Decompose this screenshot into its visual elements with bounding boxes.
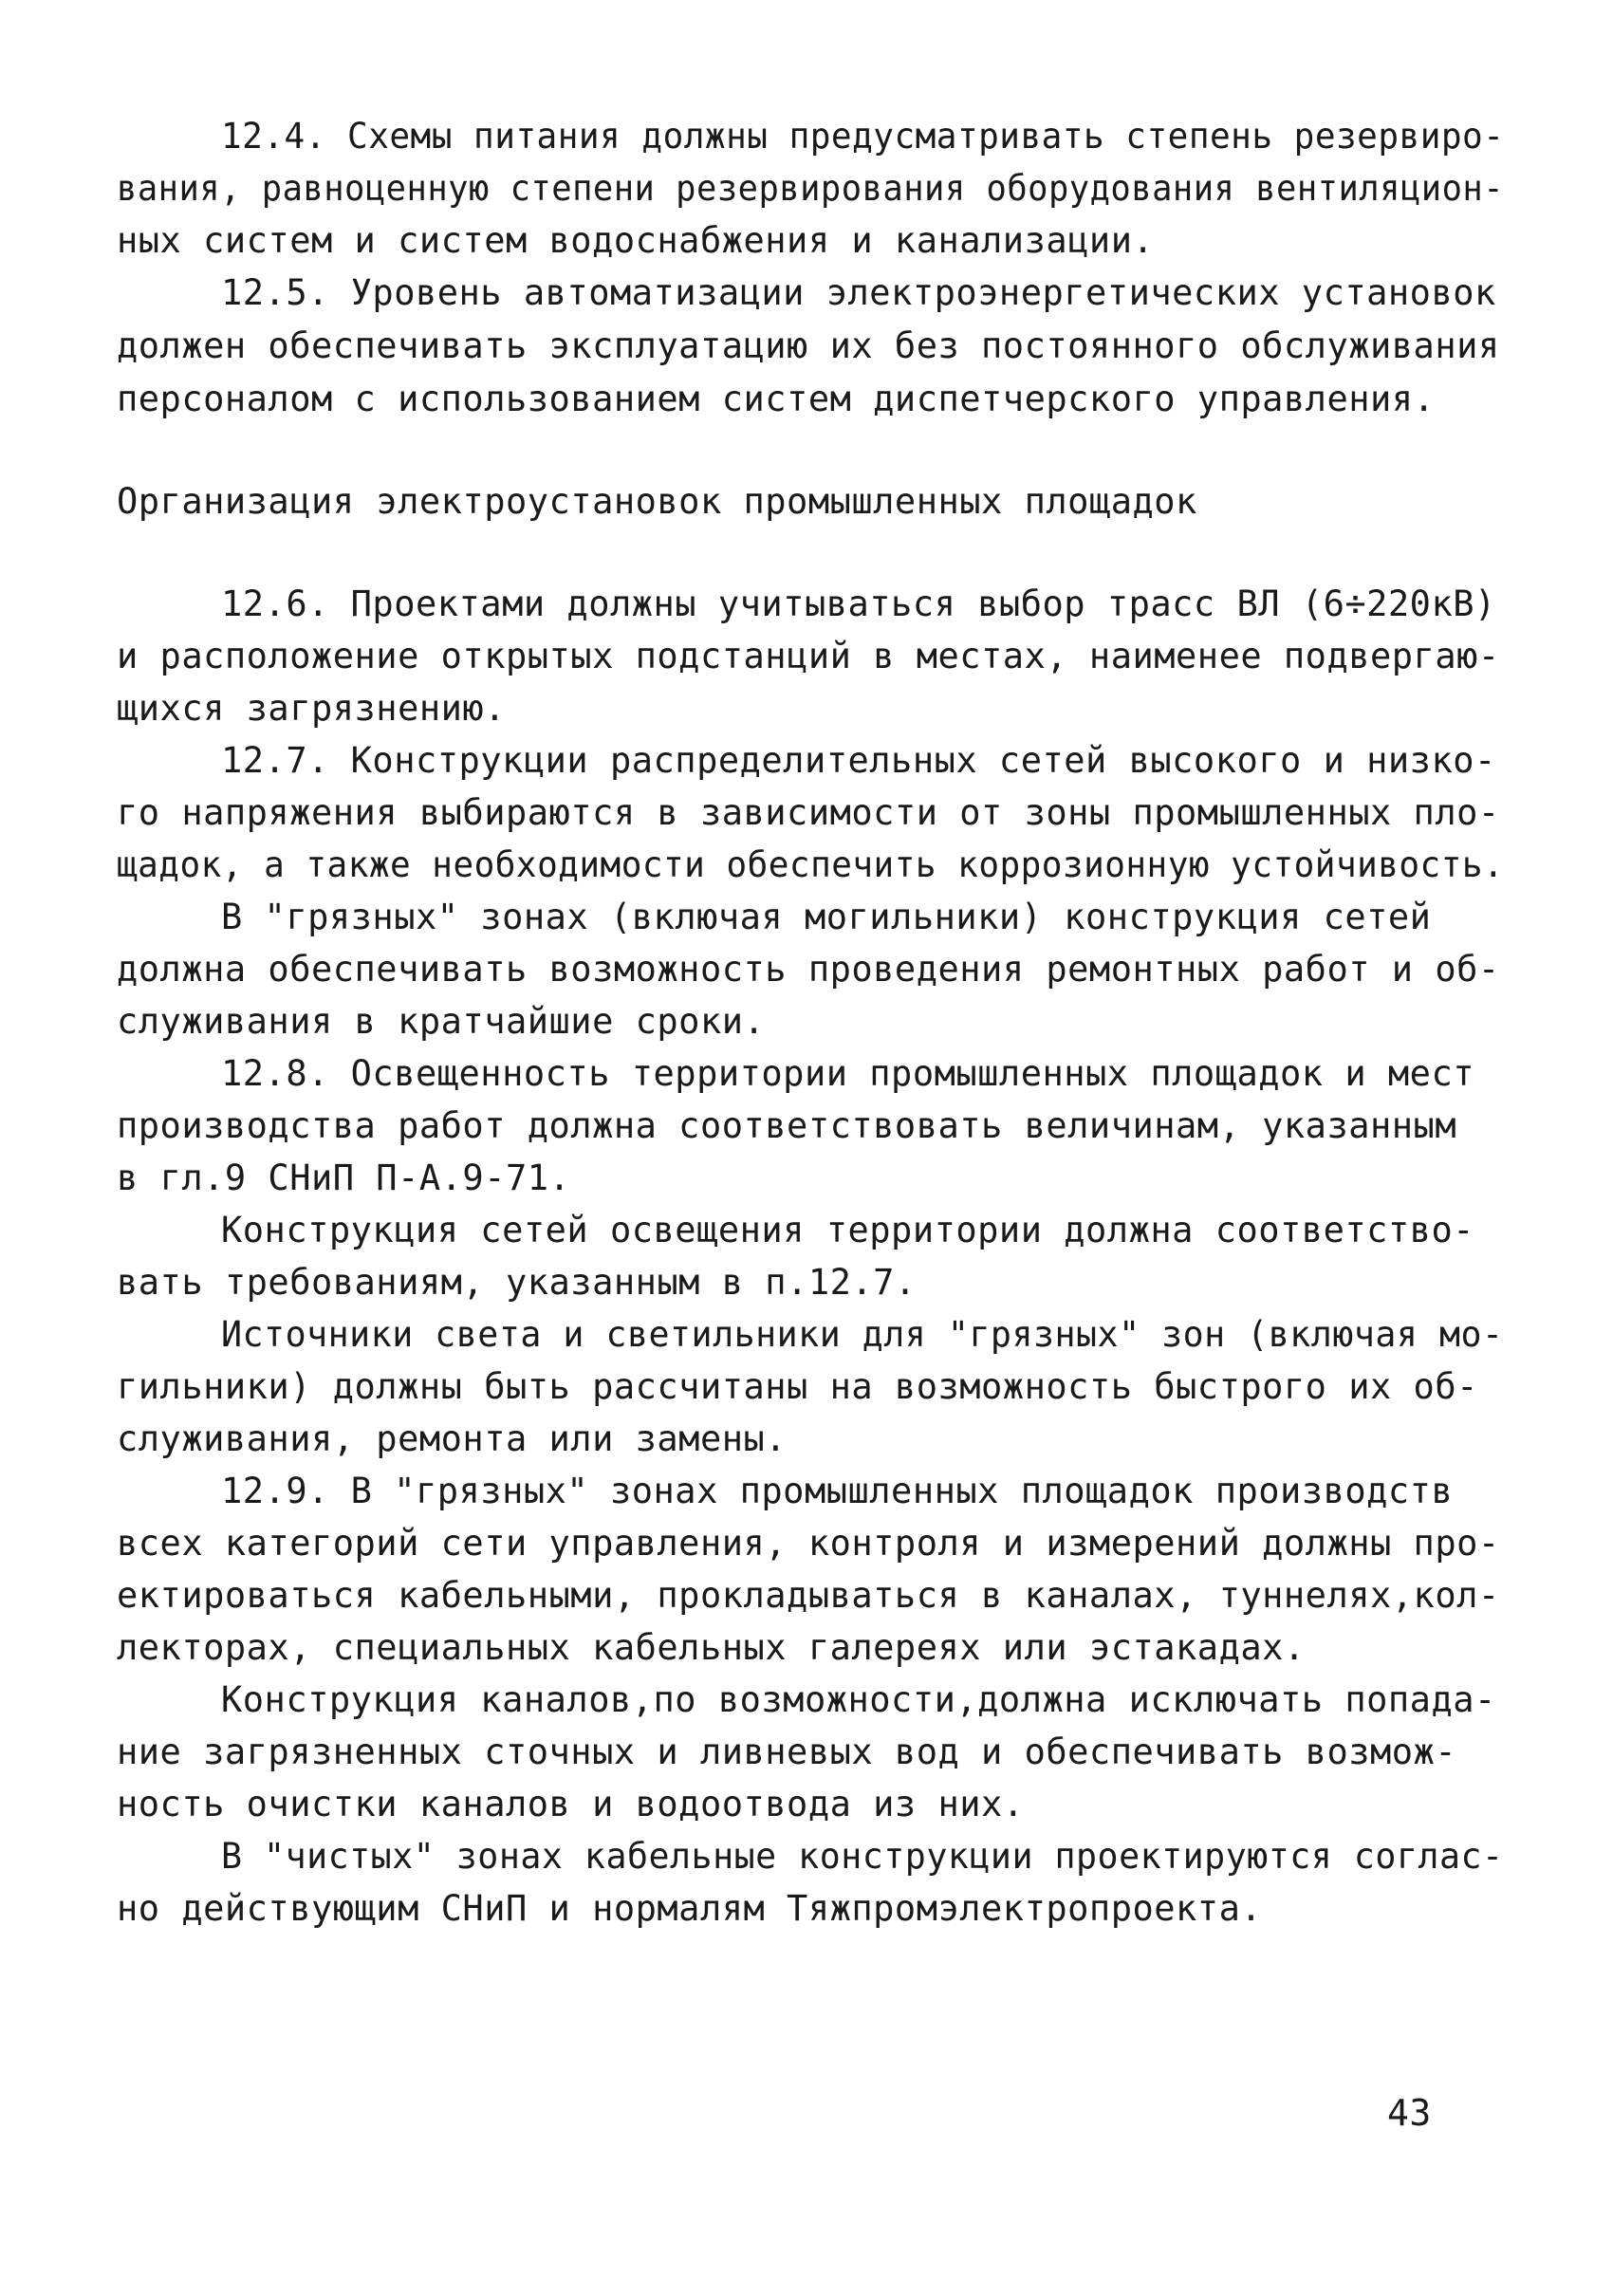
text-line: ных систем и систем водоснабжения и канализации.	[117, 220, 1155, 261]
page-number: 43	[1387, 2092, 1432, 2134]
text-line: гильники) должны быть рассчитаны на возможность быстрого их об-	[117, 1366, 1478, 1407]
text-line: в гл.9 СНиП П-А.9-71.	[117, 1157, 571, 1198]
text-line: 12.9. В "грязных" зонах промышленных площадок производств	[221, 1471, 1454, 1511]
text-line: ектироваться кабельными, прокладываться в каналах, туннелях,кол-	[117, 1575, 1500, 1616]
text-line: и расположение открытых подстанций в местах, наименее подвергаю-	[117, 636, 1500, 676]
text-line: 12.4. Схемы питания должны предусматривать степень резервиро-	[221, 116, 1505, 157]
text-line: производства работ должна соответствовать величинам, указанным	[117, 1105, 1457, 1146]
text-line: служивания, ремонта или замены.	[117, 1418, 788, 1459]
text-line: ность очистки каналов и водоотвода из них.	[117, 1784, 1025, 1824]
text-line: 12.6. Проектами должны учитываться выбор трасс ВЛ (6÷220кВ)	[221, 583, 1496, 624]
text-line: вания, равноценную степени резервирования оборудования вентиляцион-	[117, 168, 1505, 209]
text-line: 12.8. Освещенность территории промышленных площадок и мест	[221, 1053, 1475, 1094]
text-line: Конструкция сетей освещения территории должна соответство-	[221, 1210, 1475, 1250]
text-line: Конструкция каналов,по возможности,должна исключать попада-	[221, 1679, 1496, 1720]
text-line: служивания в кратчайшие сроки.	[117, 1001, 766, 1042]
text-line: В "чистых" зонах кабельные конструкции проектируются соглас-	[221, 1836, 1504, 1877]
text-line: должна обеспечивать возможность проведения ремонтных работ и об-	[117, 949, 1500, 990]
text-line: но действующим СНиП и нормалям Тяжпромэлектропроекта.	[117, 1888, 1263, 1929]
text-line: го напряжения выбираются в зависимости от зоны промышленных пло-	[117, 792, 1500, 833]
text-line: ние загрязненных сточных и ливневых вод и обеспечивать возмож-	[117, 1731, 1457, 1772]
text-line: В "грязных" зонах (включая могильники) конструкция сетей	[221, 897, 1432, 937]
text-line: 12.7. Конструкции распределительных сетей высокого и низко-	[221, 740, 1496, 781]
text-line: всех категорий сети управления, контроля и измерений должны про-	[117, 1523, 1500, 1564]
text-line: лекторах, специальных кабельных галереях или эстакадах.	[117, 1627, 1306, 1668]
section-heading: Организация электроустановок промышленных площадок	[117, 481, 1197, 522]
text-line: Источники света и светильники для "грязных" зон (включая мо-	[221, 1314, 1504, 1355]
text-line: щихся загрязнению.	[117, 688, 506, 729]
text-line: должен обеспечивать эксплуатацию их без постоянного обслуживания	[117, 325, 1500, 366]
text-line: щадок, а также необходимости обеспечить коррозионную устойчивость.	[117, 844, 1505, 885]
text-line: персоналом с использованием систем диспетчерского управления.	[117, 379, 1436, 419]
text-line: 12.5. Уровень автоматизации электроэнергетических установок	[221, 272, 1496, 313]
text-line: вать требованиям, указанным в п.12.7.	[117, 1262, 917, 1303]
